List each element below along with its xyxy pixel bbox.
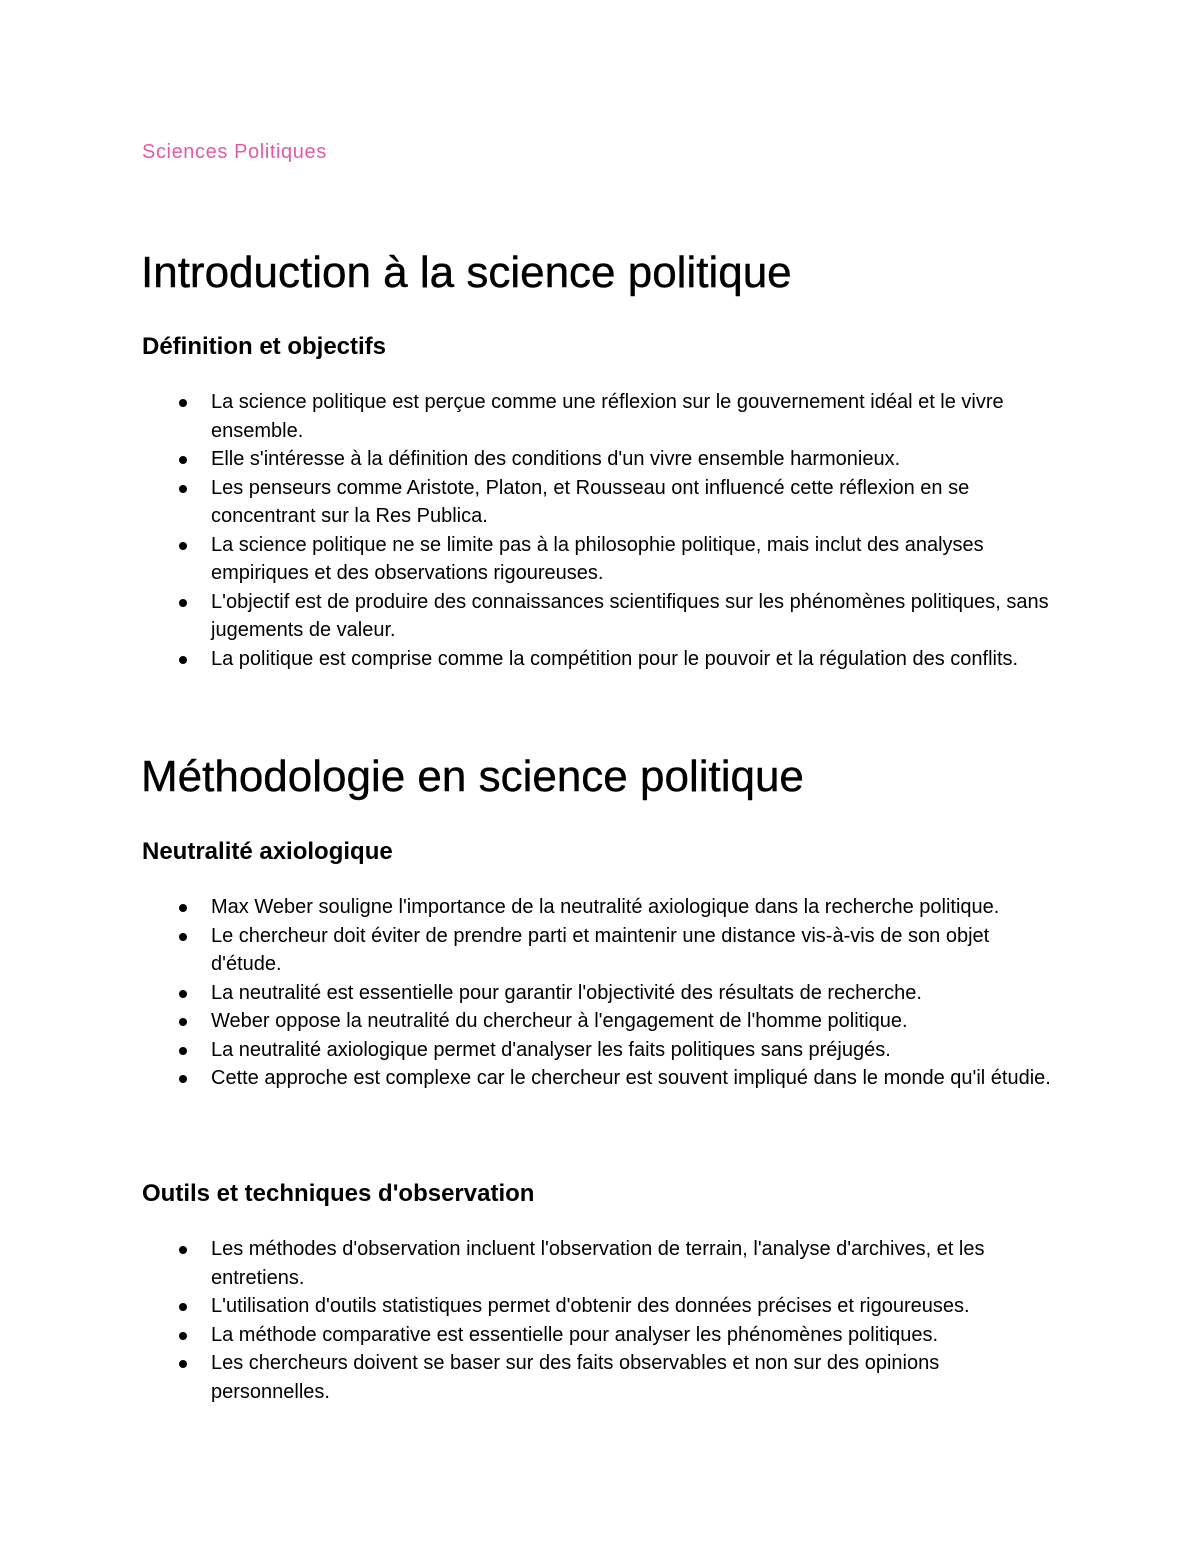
list-item — [142, 1007, 1062, 1036]
bullet-icon — [179, 399, 187, 407]
list-item — [142, 474, 1062, 531]
list-item — [142, 1292, 1062, 1321]
bullet-icon — [179, 542, 187, 550]
bullet-icon — [179, 1246, 187, 1254]
bullet-icon — [179, 456, 187, 464]
subject-label: Sciences Politiques — [142, 141, 327, 163]
list-item-text: Elle s'intéresse à la définition des conditions d'un vivre ensemble harmonieux. — [211, 448, 901, 470]
list-item — [142, 1064, 1062, 1093]
list-item — [142, 531, 1062, 588]
bullet-icon — [179, 656, 187, 664]
subsection-title-outils: Outils et techniques d'observation — [142, 1180, 535, 1207]
bullet-list-outils — [142, 1235, 1062, 1406]
list-item — [142, 388, 1062, 445]
list-item — [142, 588, 1062, 645]
section-title-introduction: Introduction à la science politique — [141, 248, 792, 297]
list-item-text: L'utilisation d'outils statistiques permet d'obtenir des données précises et rigoureuses. — [211, 1295, 970, 1317]
list-item-text: La méthode comparative est essentielle pour analyser les phénomènes politiques. — [211, 1323, 939, 1346]
list-item — [142, 893, 1062, 922]
list-item-text: Les méthodes d'observation incluent l'observation de terrain, l'analyse d'archives, et les entretiens. — [211, 1238, 985, 1289]
list-item-text: Les chercheurs doivent se baser sur des faits observables et non sur des opinions personnelles. — [211, 1352, 940, 1403]
list-item-text: La neutralité est essentielle pour garantir l'objectivité des résultats de recherche. — [211, 981, 922, 1004]
bullet-list-neutralite — [142, 893, 1062, 1093]
bullet-icon — [179, 904, 187, 912]
bullet-icon — [179, 1075, 187, 1083]
bullet-icon — [179, 1332, 187, 1340]
bullet-icon — [179, 1303, 187, 1311]
subsection-title-definition: Définition et objectifs — [142, 333, 387, 360]
list-item-text: L'objectif est de produire des connaissances scientifiques sur les phénomènes politiques, sans jugements de valeur. — [211, 590, 1049, 641]
list-item-text: La politique est comprise comme la compétition pour le pouvoir et la régulation des conflits. — [211, 647, 1019, 670]
bullet-icon — [179, 1018, 187, 1026]
bullet-icon — [179, 1047, 187, 1055]
list-item — [142, 645, 1062, 674]
bullet-icon — [179, 933, 187, 941]
list-item — [142, 1235, 1062, 1292]
bullet-icon — [179, 1360, 187, 1368]
list-item — [142, 979, 1062, 1008]
list-item-text: Weber oppose la neutralité du chercheur à l'engagement de l'homme politique. — [211, 1010, 908, 1032]
bullet-list-definition — [142, 388, 1062, 673]
list-item-text: Cette approche est complexe car le chercheur est souvent impliqué dans le monde qu'il étudie. — [211, 1067, 1051, 1089]
list-item — [142, 445, 1062, 474]
bullet-icon — [179, 990, 187, 998]
section-title-methodologie: Méthodologie en science politique — [141, 752, 804, 801]
list-item — [142, 1349, 1062, 1406]
subsection-title-neutralite: Neutralité axiologique — [142, 838, 393, 865]
list-item — [142, 1036, 1062, 1065]
list-item-text: Max Weber souligne l'importance de la neutralité axiologique dans la recherche politique. — [211, 896, 1000, 918]
list-item — [142, 1321, 1062, 1350]
list-item-text: La science politique est perçue comme une réflexion sur le gouvernement idéal et le vivre ensemble. — [211, 391, 1004, 442]
list-item-text: La neutralité axiologique permet d'analyser les faits politiques sans préjugés. — [211, 1038, 891, 1061]
list-item-text: Le chercheur doit éviter de prendre parti et maintenir une distance vis-à-vis de son objet d'étude. — [211, 924, 990, 975]
list-item-text: Les penseurs comme Aristote, Platon, et Rousseau ont influencé cette réflexion en se concentrant sur la Res Publica. — [211, 476, 970, 527]
bullet-icon — [179, 599, 187, 607]
list-item — [142, 922, 1062, 979]
bullet-icon — [179, 485, 187, 493]
list-item-text: La science politique ne se limite pas à la philosophie politique, mais inclut des analyses empiriques et des observations rigoureuses. — [211, 533, 984, 584]
